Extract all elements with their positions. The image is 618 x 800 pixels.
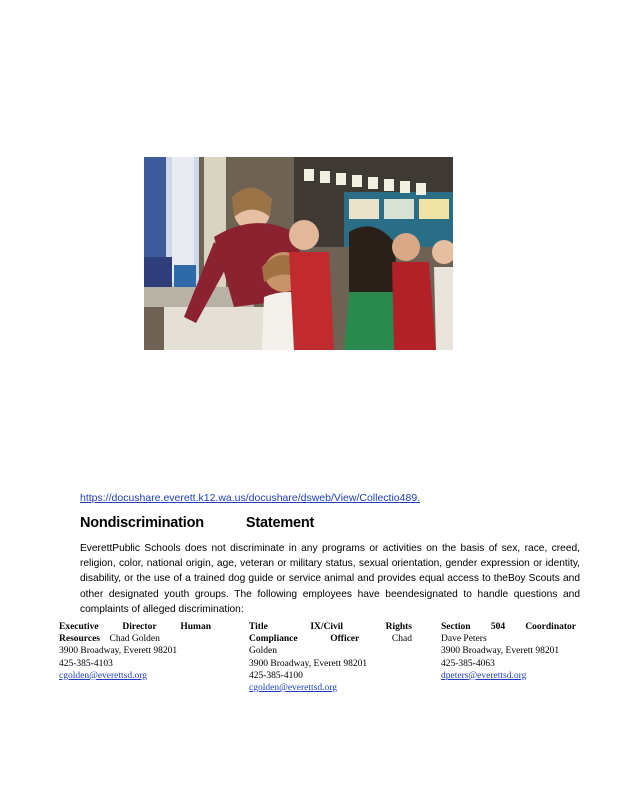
nondiscrimination-statement: EverettPublic Schools does not discriminate in any programs or activities on the basis of sex, race, creed, religion, color, national origin, age, veteran or military status, sexual orientation, gender expression or identity, disability, or the use of a trained dog guide or service animal and provides equal access to theBoy Scouts and other designated youth groups. The following employees have beendesignated to handle questions and complaints of alleged discrimination: xyxy=(80,543,580,615)
contact-address: 3900 Broadway, Everett 98201 xyxy=(249,658,368,669)
contact-address: 3900 Broadway, Everett 98201 xyxy=(441,646,560,657)
contact-title-line-2 xyxy=(249,633,412,645)
contact-title-word: Rights xyxy=(385,622,412,632)
contact-title-line-2 xyxy=(59,633,211,645)
heading-word-2: Statement xyxy=(245,515,315,531)
contact-title-word: Officer xyxy=(330,634,360,645)
contact-name-last: Golden xyxy=(249,646,277,657)
docushare-link-url[interactable]: https://docushare.everett.k12.wa.us/docushare/dsweb/View/Collectio xyxy=(80,492,400,504)
contact-name: Chad Golden xyxy=(109,634,160,645)
contact-title-word: Compliance xyxy=(249,634,298,645)
contact-title-word: Director xyxy=(122,622,157,632)
contact-phone: 425-385-4100 xyxy=(249,670,303,681)
contact-title-line xyxy=(441,621,576,633)
contact-phone: 425-385-4063 xyxy=(441,658,495,669)
docushare-link[interactable] xyxy=(80,492,420,504)
contact-title-word: Executive xyxy=(59,622,99,632)
contact-title-word: Title xyxy=(249,622,268,632)
docushare-link-suffix[interactable]: 489. xyxy=(399,492,421,504)
contact-phone: 425-385-4103 xyxy=(59,658,113,669)
heading-word-1: Nondiscrimination xyxy=(80,515,204,531)
contact-section-504 xyxy=(441,621,576,682)
nondiscrimination-heading xyxy=(80,515,314,531)
contact-email-link[interactable]: dpeters@everettsd.org xyxy=(441,670,527,681)
contact-name-first: Chad xyxy=(391,634,412,645)
contact-title-word: Coordinator xyxy=(525,622,576,632)
contact-title-word: Resources xyxy=(59,634,100,645)
contact-email-link[interactable]: cgolden@everettsd.org xyxy=(59,670,147,681)
contact-title-word: Section xyxy=(441,622,471,632)
contact-email-link[interactable]: cgolden@everettsd.org xyxy=(249,683,337,694)
contact-executive-director xyxy=(59,621,211,682)
contact-title-ix-officer xyxy=(249,621,412,694)
contact-name: Dave Peters xyxy=(441,634,487,645)
classroom-photo-illustration xyxy=(144,157,453,350)
contact-title-word: 504 xyxy=(490,622,506,632)
classroom-photo xyxy=(144,157,453,350)
contact-title-word: Human xyxy=(180,622,211,632)
contact-title-word: IX/Civil xyxy=(310,622,344,632)
contact-title-line xyxy=(249,621,412,633)
contact-address: 3900 Broadway, Everett 98201 xyxy=(59,646,178,657)
contact-title-line xyxy=(59,621,211,633)
